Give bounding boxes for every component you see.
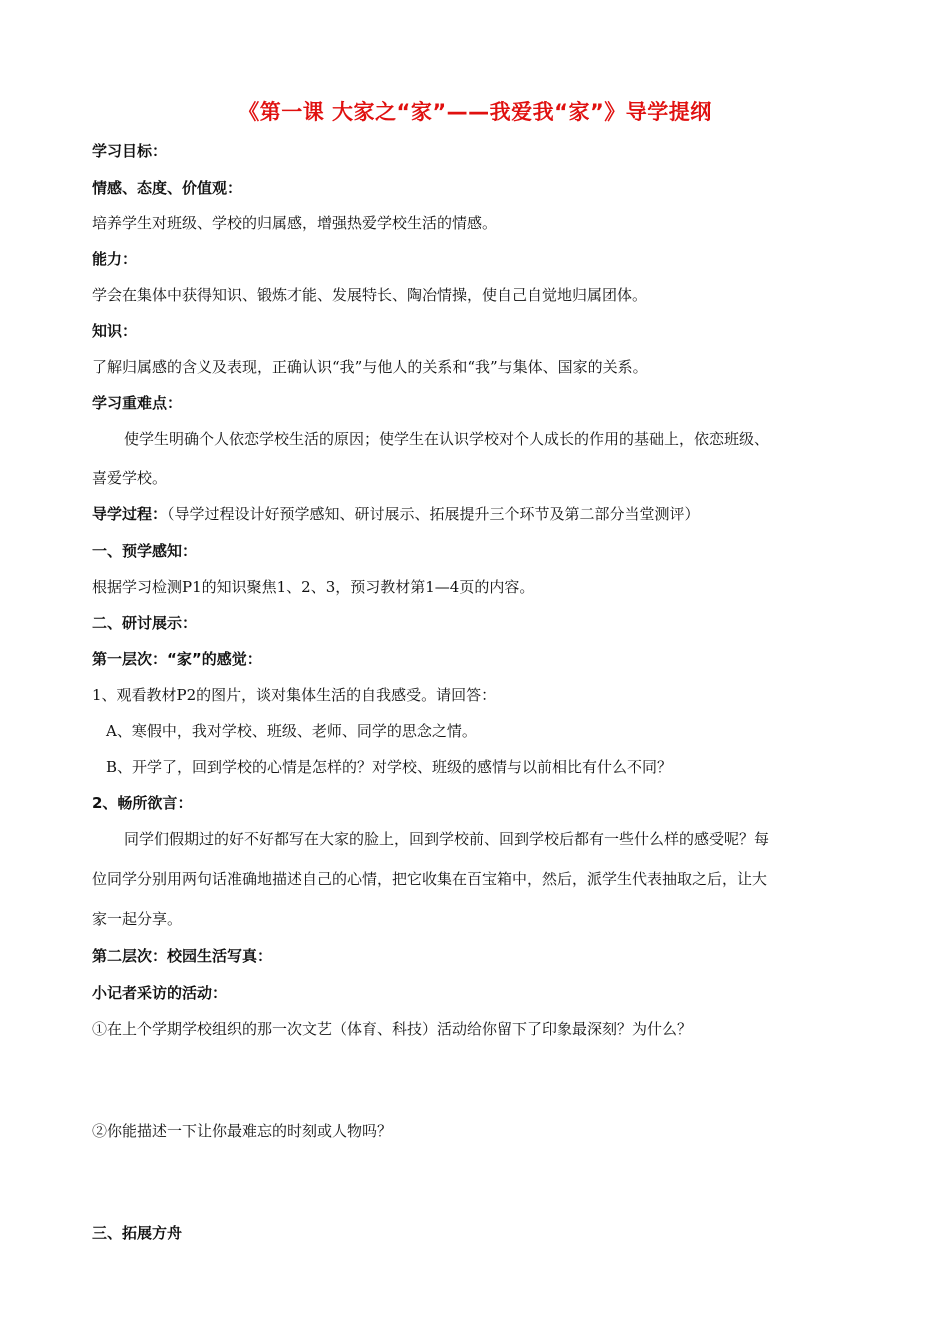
text-difficulties-line1: 使学生明确个人依恋学校生活的原因；使学生在认识学校对个人成长的作用的基础上，依恋班级、 <box>124 430 770 448</box>
heading-section-1: 一、预学感知： <box>92 542 198 560</box>
reporter-question-2: ②你能描述一下让你最难忘的时刻或人物吗？ <box>92 1122 393 1140</box>
heading-section-3: 三、拓展方舟 <box>92 1224 183 1242</box>
question-1a: A、寒假中，我对学校、班级、老师、同学的思念之情。 <box>106 722 477 740</box>
process-line <box>92 503 700 524</box>
heading-objectives: 学习目标： <box>92 142 168 160</box>
heading-knowledge: 知识： <box>92 322 138 340</box>
heading-emotion: 情感、态度、价值观： <box>92 179 243 197</box>
text-ability: 学会在集体中获得知识、锻炼才能、发展特长、陶冶情操，使自己自觉地归属团体。 <box>92 286 648 304</box>
heading-difficulties: 学习重难点： <box>92 394 183 412</box>
text-emotion: 培养学生对班级、学校的归属感，增强热爱学校生活的情感。 <box>92 214 498 232</box>
question-1: 1、观看教材P2的图片，谈对集体生活的自我感受。请回答： <box>92 686 497 704</box>
document-title: 《第一课 大家之“家”——我爱我“家”》导学提纲 <box>238 100 712 124</box>
text-question-2-line1: 同学们假期过的好不好都写在大家的脸上，回到学校前、回到学校后都有一些什么样的感受呢？每 <box>124 830 770 848</box>
heading-level-2: 第二层次：校园生活写真： <box>92 947 273 965</box>
process-note: （导学过程设计好预学感知、研讨展示、拓展提升三个环节及第二部分当堂测评） <box>167 505 700 523</box>
question-1b: B、开学了，回到学校的心情是怎样的？对学校、班级的感情与以前相比有什么不同？ <box>106 758 673 776</box>
text-difficulties-line2: 喜爱学校。 <box>92 469 168 487</box>
text-knowledge: 了解归属感的含义及表现，正确认识“我”与他人的关系和“我”与集体、国家的关系。 <box>92 358 648 376</box>
reporter-question-1: ①在上个学期学校组织的那一次文艺（体育、科技）活动给你留下了印象最深刻？为什么？ <box>92 1020 693 1038</box>
heading-section-2: 二、研讨展示： <box>92 614 198 632</box>
text-question-2-line3: 家一起分享。 <box>92 910 183 928</box>
heading-question-2: 2、畅所欲言： <box>92 794 193 812</box>
heading-ability: 能力： <box>92 250 138 268</box>
text-section-1: 根据学习检测P1的知识聚焦1、2、3，预习教材第1—4页的内容。 <box>92 578 535 596</box>
heading-process: 导学过程： <box>92 505 168 523</box>
heading-level-1: 第一层次：“家”的感觉： <box>92 650 262 668</box>
text-question-2-line2: 位同学分别用两句话准确地描述自己的心情，把它收集在百宝箱中，然后，派学生代表抽取之后，让大 <box>92 870 768 888</box>
heading-reporter: 小记者采访的活动： <box>92 984 228 1002</box>
